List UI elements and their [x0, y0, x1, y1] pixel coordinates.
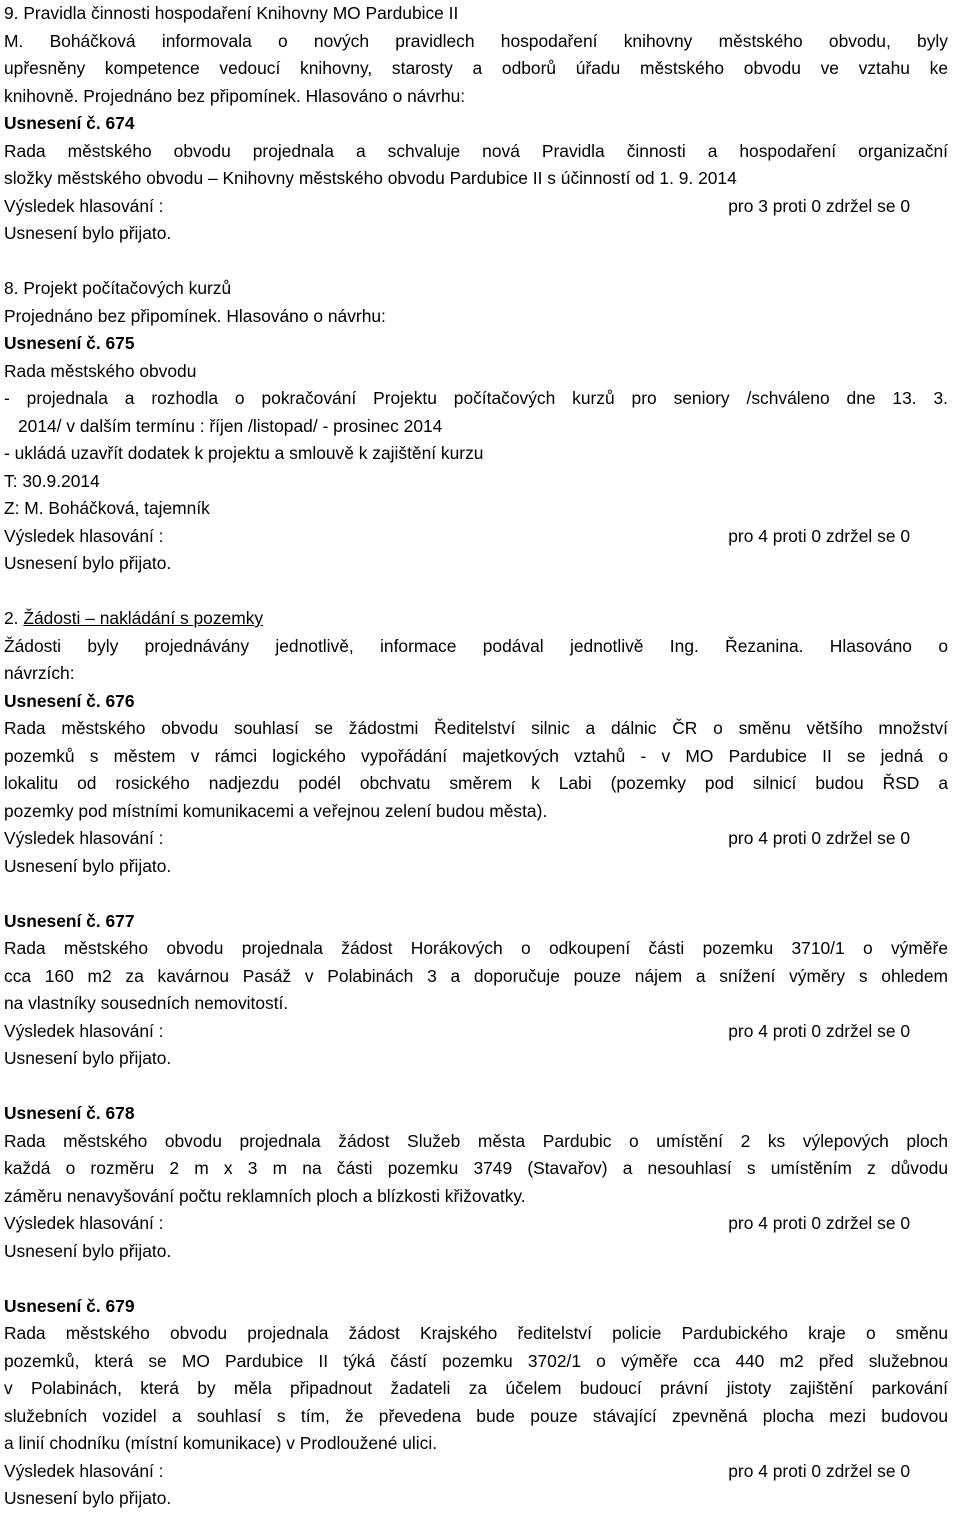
- paragraph-line: Rada městského obvodu projednala žádost Služeb města Pardubic o umístění 2 ks výlepových ploch: [4, 1130, 948, 1151]
- paragraph-line: 2014/ v dalším termínu : říjen /listopad/ - prosinec 2014: [18, 415, 443, 436]
- adopted-note: Usnesení bylo přijato.: [4, 1488, 172, 1508]
- paragraph-line: Rada městského obvodu projednala žádost Krajského ředitelství policie Pardubického kraje o směnu: [4, 1323, 948, 1343]
- paragraph-line: - ukládá uzavřít dodatek k projektu a smlouvě k zajištění kurzu: [4, 443, 484, 463]
- resolution-677: [4, 908, 948, 1073]
- vote-result-row: [4, 1018, 948, 1046]
- vote-label: Výsledek hlasování :: [4, 1213, 164, 1233]
- section-heading-text: Žádosti – nakládání s pozemky: [23, 608, 264, 628]
- vote-label: Výsledek hlasování :: [4, 525, 164, 546]
- adopted-note: Usnesení bylo přijato.: [4, 223, 172, 243]
- paragraph-line: Rada městského obvodu souhlasí se žádostmi Ředitelství silnic a dálnic ČR o směnu většího množství: [4, 718, 948, 738]
- vote-result-row: [4, 1210, 948, 1238]
- vote-result: pro 4 proti 0 zdržel se 0: [728, 828, 910, 848]
- spacer: [4, 880, 948, 908]
- vote-result-row: [4, 193, 948, 221]
- paragraph-line: pozemků s městem v rámci logického vypořádání majetkových vztahů - v MO Pardubice II se jedná o: [4, 745, 948, 766]
- paragraph-line: pozemky pod místními komunikacemi a veřejnou zelení budou města).: [4, 800, 548, 821]
- section-2: [4, 605, 948, 688]
- resolution-679: [4, 1293, 948, 1513]
- paragraph-line: a linií chodníku (místní komunikace) v Prodloužené ulici.: [4, 1433, 438, 1453]
- adopted-note: Usnesení bylo přijato.: [4, 1240, 172, 1261]
- section-heading: [4, 605, 948, 633]
- vote-label: Výsledek hlasování :: [4, 195, 164, 216]
- spacer: [4, 1265, 948, 1293]
- vote-result: pro 4 proti 0 zdržel se 0: [728, 1020, 910, 1041]
- adopted-note: Usnesení bylo přijato.: [4, 553, 172, 573]
- spacer: [4, 578, 948, 606]
- spacer: [4, 248, 948, 276]
- vote-label: Výsledek hlasování :: [4, 1020, 164, 1041]
- vote-result-row: [4, 523, 948, 551]
- vote-result: pro 3 proti 0 zdržel se 0: [728, 195, 910, 216]
- section-9: [4, 0, 948, 248]
- adopted-note: Usnesení bylo přijato.: [4, 855, 172, 876]
- vote-label: Výsledek hlasování :: [4, 828, 164, 848]
- paragraph-line: záměru nenavyšování počtu reklamních ploch a blízkosti křižovatky.: [4, 1185, 526, 1206]
- vote-result-row: [4, 825, 948, 853]
- paragraph-line: cca 160 m2 za kavárnou Pasáž v Polabinách 3 a doporučuje pouze nájem a snížení výměry s ohledem: [4, 965, 948, 986]
- paragraph-line: Rada městského obvodu: [4, 360, 197, 381]
- resolution-label: Usnesení č. 676: [4, 690, 135, 711]
- paragraph-line: Žádosti byly projednávány jednotlivě, informace podával jednotlivě Ing. Řezanina. Hlasováno o: [4, 635, 948, 656]
- responsible-person: Z: M. Boháčková, tajemník: [4, 498, 210, 518]
- paragraph-line: na vlastníky sousedních nemovitostí.: [4, 993, 289, 1013]
- paragraph-line: v Polabinách, která by měla připadnout žadateli za účelem budoucí právní jistoty zajištění parkování: [4, 1378, 948, 1398]
- paragraph-line: Rada městského obvodu projednala žádost Horákových o odkoupení části pozemku 3710/1 o výměře: [4, 938, 948, 958]
- paragraph-line: Projednáno bez připomínek. Hlasováno o návrhu:: [4, 305, 386, 326]
- vote-result: pro 4 proti 0 zdržel se 0: [728, 525, 910, 546]
- resolution-678: [4, 1100, 948, 1265]
- section-heading-number: 2.: [4, 608, 19, 628]
- paragraph-line: - projednala a rozhodla o pokračování Projektu počítačových kurzů pro seniory /schváleno dne 13. 3.: [4, 388, 948, 408]
- resolution-label: Usnesení č. 679: [4, 1295, 135, 1316]
- vote-result: pro 4 proti 0 zdržel se 0: [728, 1460, 910, 1481]
- resolution-676: [4, 688, 948, 881]
- vote-result-row: [4, 1458, 948, 1486]
- paragraph-line: Rada městského obvodu projednala a schvaluje nová Pravidla činnosti a hospodaření organizační: [4, 140, 948, 161]
- adopted-note: Usnesení bylo přijato.: [4, 1048, 172, 1068]
- paragraph-line: M. Boháčková informovala o nových pravidlech hospodaření knihovny městského obvodu, byly: [4, 30, 948, 51]
- section-heading: 8. Projekt počítačových kurzů: [4, 278, 232, 298]
- vote-result: pro 4 proti 0 zdržel se 0: [728, 1213, 910, 1233]
- resolution-label: Usnesení č. 674: [4, 113, 135, 133]
- paragraph-line: lokalitu od rosického nadjezdu podél obchvatu směrem k Labi (pozemky pod silnicí budou ŘSD a: [4, 773, 948, 793]
- resolution-label: Usnesení č. 678: [4, 1103, 135, 1123]
- deadline: T: 30.9.2014: [4, 470, 100, 491]
- paragraph-line: každá o rozměru 2 m x 3 m na části pozemku 3749 (Stavařov) a nesouhlasí s umístěním z důvodu: [4, 1158, 948, 1178]
- section-8: [4, 275, 948, 578]
- paragraph-line: služebních vozidel a souhlasí s tím, že převedena bude pouze stávající zpevněná plocha mezi budovou: [4, 1405, 948, 1426]
- vote-label: Výsledek hlasování :: [4, 1460, 164, 1481]
- section-heading: 9. Pravidla činnosti hospodaření Knihovny MO Pardubice II: [4, 3, 459, 23]
- paragraph-line: složky městského obvodu – Knihovny městského obvodu Pardubice II s účinností od 1. 9. 2014: [4, 168, 737, 188]
- paragraph-line: pozemků, která se MO Pardubice II týká částí pozemku 3702/1 o výměře cca 440 m2 před služebnou: [4, 1350, 948, 1371]
- paragraph-line: návrzích:: [4, 663, 75, 683]
- paragraph-line: knihovně. Projednáno bez připomínek. Hlasováno o návrhu:: [4, 85, 466, 106]
- resolution-label: Usnesení č. 677: [4, 910, 135, 931]
- spacer: [4, 1073, 948, 1101]
- resolution-label: Usnesení č. 675: [4, 333, 135, 353]
- paragraph-line: upřesněny kompetence vedoucí knihovny, starosty a odborů úřadu městského obvodu ve vztahu ke: [4, 58, 948, 78]
